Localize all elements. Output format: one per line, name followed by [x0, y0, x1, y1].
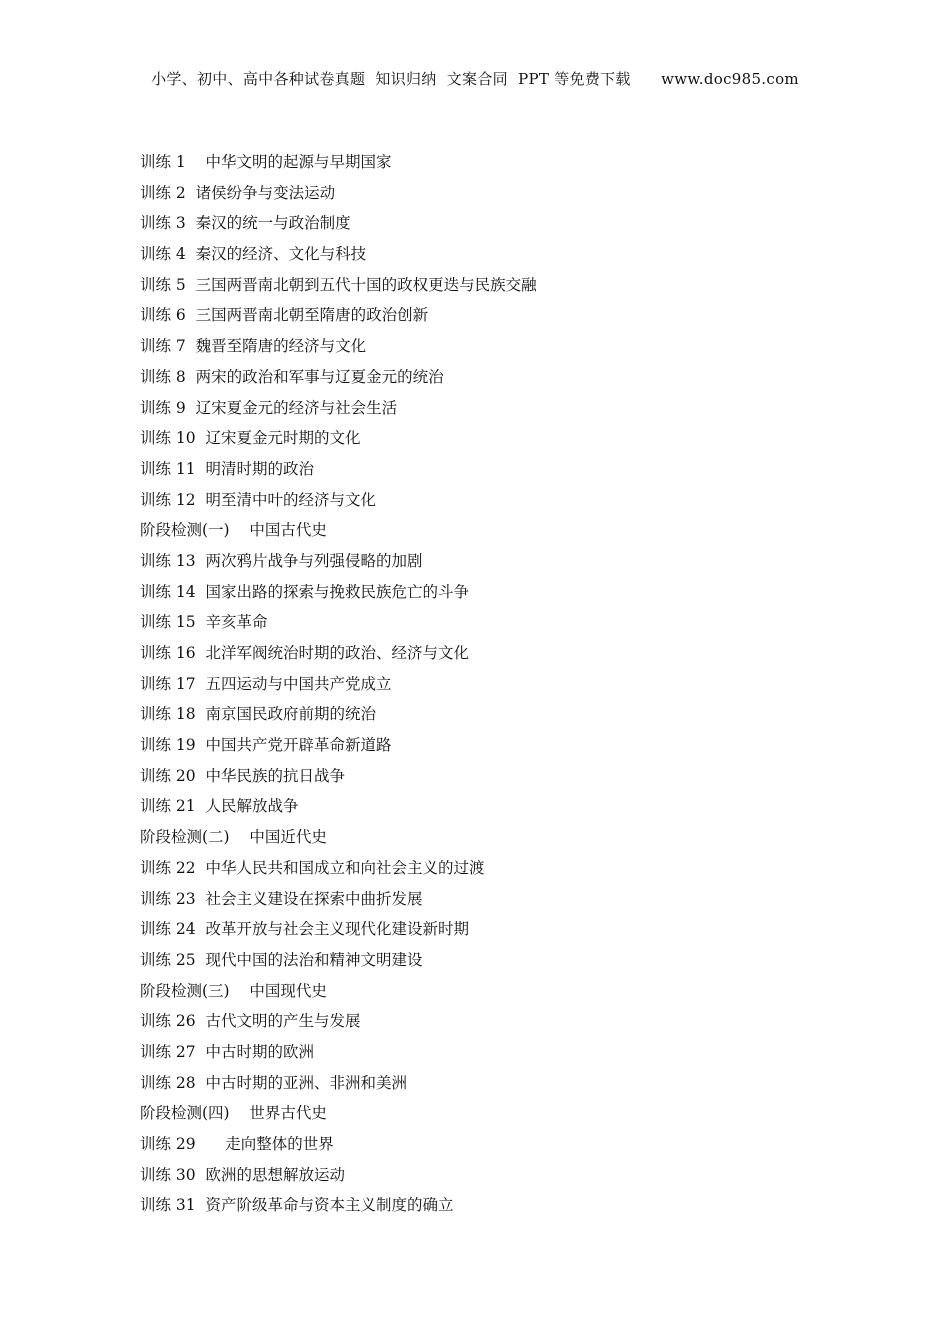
toc-item [140, 761, 537, 792]
toc-item [140, 546, 537, 577]
toc-item [140, 853, 537, 884]
toc-item-spacer [196, 429, 206, 447]
toc-item-title: 人民解放战争 [205, 797, 299, 816]
toc-item [140, 791, 537, 822]
toc-item-spacer [196, 491, 206, 509]
toc-item [140, 208, 537, 239]
toc-item [140, 270, 537, 301]
toc-item-spacer [196, 1043, 206, 1061]
toc-item-spacer [230, 828, 250, 846]
toc-item-label: 训练 25 [140, 950, 196, 969]
toc-item-label: 训练 5 [140, 275, 186, 294]
toc-item [140, 331, 537, 362]
toc-item-spacer [196, 859, 206, 877]
toc-item-label: 训练 29 [140, 1135, 196, 1153]
toc-item-title: 诸侯纷争与变法运动 [195, 183, 336, 202]
toc-item-spacer [186, 245, 196, 263]
toc-item-label: 训练 26 [140, 1012, 196, 1031]
toc-item-title: 中华人民共和国成立和向社会主义的过渡 [205, 858, 485, 877]
toc-item-label: 训练 9 [140, 398, 186, 417]
toc-item-label: 训练 27 [140, 1042, 196, 1061]
toc-item-label: 训练 17 [140, 674, 196, 693]
toc-item-label: 训练 1 [140, 153, 186, 171]
toc-item-spacer [196, 644, 206, 662]
toc-item [140, 577, 537, 608]
toc-item-title: 中华文明的起源与早期国家 [205, 153, 392, 171]
toc-item-label: 训练 18 [140, 705, 196, 724]
toc-item-label: 训练 7 [140, 337, 186, 356]
toc-item-label: 训练 19 [140, 736, 196, 755]
toc-item-title: 北洋军阀统治时期的政治、经济与文化 [205, 644, 470, 662]
toc-item-label: 训练 30 [140, 1165, 196, 1184]
toc-item-spacer [196, 1074, 206, 1092]
toc-item-title: 中古时期的亚洲、非洲和美洲 [205, 1073, 408, 1092]
toc-item-label: 训练 16 [140, 644, 196, 662]
toc-item [140, 454, 537, 485]
toc-item [140, 914, 537, 945]
toc-item-spacer [186, 184, 196, 202]
toc-item [140, 822, 537, 853]
toc-item-spacer [196, 1012, 206, 1030]
toc-item [140, 178, 537, 209]
toc-item-label: 训练 4 [140, 245, 186, 264]
toc-item-label: 训练 21 [140, 797, 196, 816]
toc-item-spacer [186, 399, 196, 417]
toc-item-title: 五四运动与中国共产党成立 [205, 674, 392, 693]
toc-item-spacer [196, 583, 206, 601]
toc-item [140, 1006, 537, 1037]
toc-item-label: 阶段检测(二) [140, 828, 230, 847]
toc-item-title: 世界古代史 [249, 1104, 327, 1123]
toc-item-label: 训练 12 [140, 490, 196, 509]
toc-item-label: 训练 6 [140, 306, 186, 325]
toc-item-title: 南京国民政府前期的统治 [205, 705, 377, 724]
toc-item-title: 三国两晋南北朝到五代十国的政权更迭与民族交融 [195, 275, 537, 294]
toc-item-title: 秦汉的经济、文化与科技 [195, 245, 367, 264]
toc-item-spacer [196, 951, 206, 969]
toc-item [140, 1098, 537, 1129]
toc-item-title: 辽宋夏金元时期的文化 [205, 429, 361, 448]
toc-item [140, 669, 537, 700]
toc-item-title: 国家出路的探索与挽救民族危亡的斗争 [205, 582, 470, 601]
toc-item-title: 走向整体的世界 [225, 1135, 334, 1153]
toc-item [140, 699, 537, 730]
toc-item-title: 社会主义建设在探索中曲折发展 [205, 889, 423, 908]
toc-item [140, 1037, 537, 1068]
toc-item-title: 明至清中叶的经济与文化 [205, 490, 377, 509]
toc-item-title: 中国近代史 [249, 828, 327, 847]
toc-item-label: 训练 31 [140, 1196, 196, 1215]
toc-item-title: 资产阶级革命与资本主义制度的确立 [205, 1196, 454, 1215]
toc-item-spacer [186, 214, 196, 232]
toc-item-spacer [196, 1135, 226, 1153]
toc-item-title: 魏晋至隋唐的经济与文化 [195, 337, 367, 356]
toc-item-spacer [196, 460, 206, 478]
toc-item [140, 239, 537, 270]
toc-item-title: 改革开放与社会主义现代化建设新时期 [205, 920, 470, 939]
toc-item [140, 423, 537, 454]
toc-item-title: 中国现代史 [249, 981, 327, 1000]
toc-item [140, 730, 537, 761]
toc-item-label: 训练 10 [140, 429, 196, 448]
toc-item-label: 阶段检测(一) [140, 521, 230, 540]
toc-item-title: 辛亥革命 [205, 613, 268, 632]
page-header: 小学、初中、高中各种试卷真题 知识归纳 文案合同 PPT 等免费下载 www.doc985.com [151, 70, 799, 88]
toc-item-title: 中国古代史 [249, 521, 327, 540]
toc-item-spacer [196, 613, 206, 631]
toc-item-spacer [196, 920, 206, 938]
toc-item-title: 古代文明的产生与发展 [205, 1012, 361, 1031]
toc-item [140, 1190, 537, 1221]
toc-item-label: 训练 28 [140, 1073, 196, 1092]
toc-item [140, 945, 537, 976]
toc-item-spacer [230, 521, 250, 539]
toc-item-label: 训练 14 [140, 582, 196, 601]
toc-item [140, 1068, 537, 1099]
toc-item-spacer [230, 1104, 250, 1122]
toc-item-label: 训练 23 [140, 889, 196, 908]
toc-item-spacer [196, 705, 206, 723]
toc-item [140, 638, 537, 669]
toc-item-title: 中国共产党开辟革命新道路 [205, 736, 392, 755]
toc-item-title: 辽宋夏金元的经济与社会生活 [195, 398, 398, 417]
toc-item-spacer [186, 306, 196, 324]
toc-item-title: 两次鸦片战争与列强侵略的加剧 [205, 551, 423, 570]
toc-item-title: 两宋的政治和军事与辽夏金元的统治 [195, 367, 444, 386]
toc-item-label: 训练 15 [140, 613, 196, 632]
toc-item [140, 147, 537, 178]
toc-item-spacer [186, 153, 206, 171]
toc-item-label: 训练 3 [140, 214, 186, 233]
toc-item-title: 明清时期的政治 [205, 459, 315, 478]
toc-item-title: 欧洲的思想解放运动 [205, 1165, 346, 1184]
toc-item [140, 300, 537, 331]
table-of-contents [140, 147, 537, 1221]
toc-item [140, 515, 537, 546]
toc-item-label: 训练 24 [140, 920, 196, 939]
toc-item-spacer [230, 982, 250, 1000]
toc-item [140, 485, 537, 516]
toc-item-label: 训练 8 [140, 367, 186, 386]
toc-item-title: 中古时期的欧洲 [205, 1042, 315, 1061]
toc-item [140, 362, 537, 393]
toc-item [140, 884, 537, 915]
toc-item-label: 阶段检测(四) [140, 1104, 230, 1123]
toc-item-spacer [196, 552, 206, 570]
toc-item-spacer [196, 675, 206, 693]
toc-item-spacer [186, 276, 196, 294]
toc-item-spacer [196, 890, 206, 908]
toc-item-label: 阶段检测(三) [140, 981, 230, 1000]
toc-item-title: 秦汉的统一与政治制度 [195, 214, 351, 233]
toc-item-spacer [196, 767, 206, 785]
toc-item [140, 1129, 537, 1160]
toc-item [140, 976, 537, 1007]
toc-item-label: 训练 13 [140, 551, 196, 570]
toc-item-label: 训练 2 [140, 183, 186, 202]
toc-item-title: 三国两晋南北朝至隋唐的政治创新 [195, 306, 429, 325]
toc-item-spacer [196, 797, 206, 815]
toc-item-spacer [196, 1196, 206, 1214]
toc-item-spacer [196, 1166, 206, 1184]
toc-item-spacer [186, 368, 196, 386]
toc-item-label: 训练 11 [140, 459, 196, 478]
toc-item-label: 训练 20 [140, 766, 196, 785]
toc-item-title: 中华民族的抗日战争 [205, 766, 346, 785]
toc-item [140, 607, 537, 638]
toc-item-title: 现代中国的法治和精神文明建设 [205, 950, 423, 969]
toc-item-spacer [186, 337, 196, 355]
toc-item [140, 1160, 537, 1191]
toc-item-label: 训练 22 [140, 858, 196, 877]
toc-item [140, 393, 537, 424]
toc-item-spacer [196, 736, 206, 754]
